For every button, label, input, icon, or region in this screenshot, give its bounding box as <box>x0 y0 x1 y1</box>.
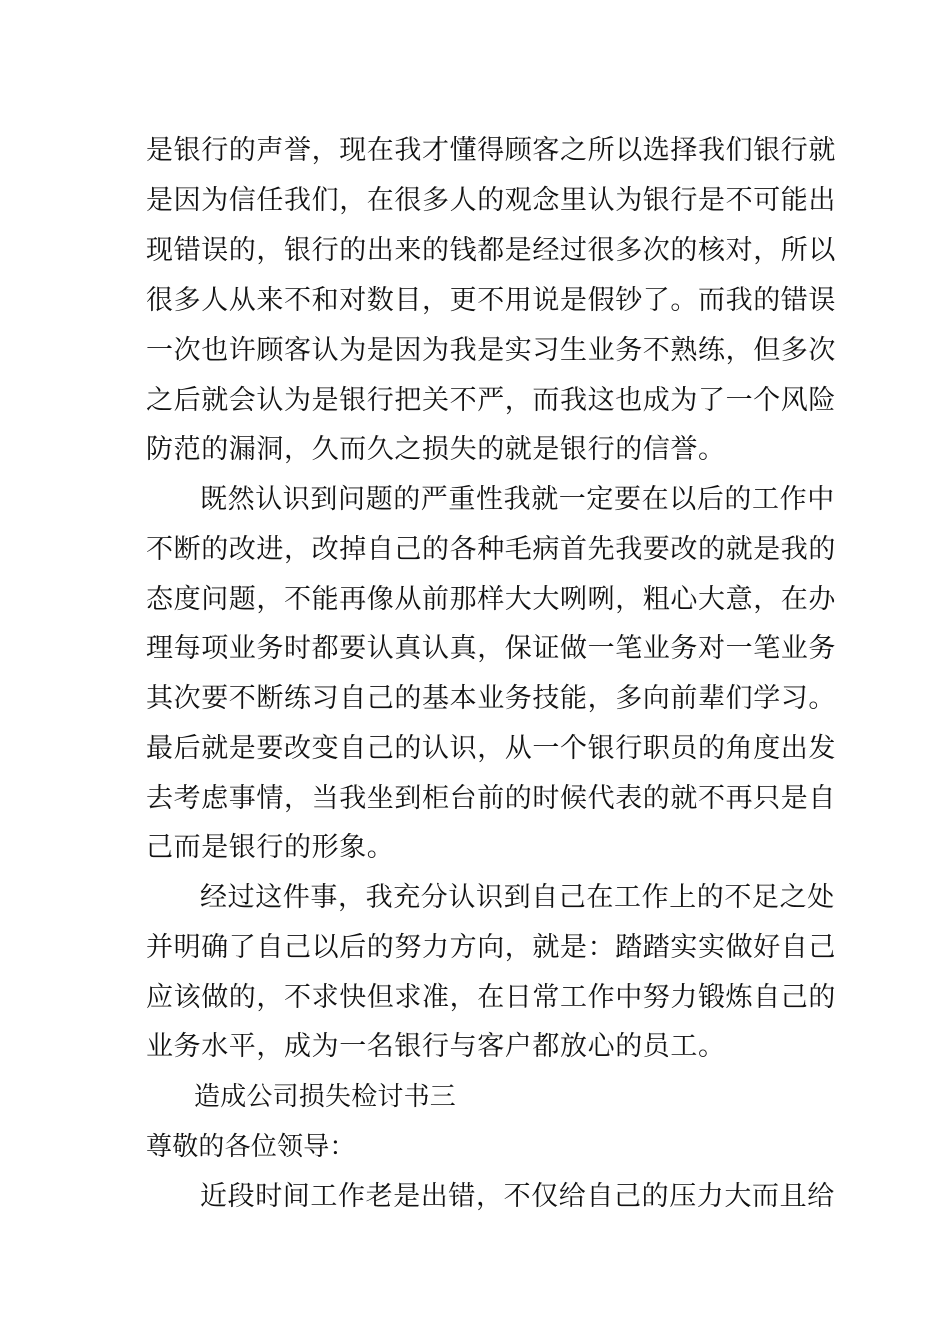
paragraph-1-line-4: 很多人从来不和对数目，更不用说是假钞了。而我的错误 <box>146 285 836 316</box>
paragraph-1-line-3: 现错误的，银行的出来的钱都是经过很多次的核对，所以 <box>146 235 836 266</box>
paragraph-4-line-1: 近段时间工作老是出错，不仅给自己的压力大而且给 <box>200 1181 835 1212</box>
paragraph-1-line-6: 之后就会认为是银行把关不严，而我这也成为了一个风险 <box>146 385 836 416</box>
paragraph-3-line-4: 业务水平，成为一名银行与客户都放心的员工。 <box>146 1031 726 1062</box>
paragraph-2-line-3: 态度问题，不能再像从前那样大大咧咧，粗心大意，在办 <box>146 584 836 615</box>
paragraph-3-line-1: 经过这件事，我充分认识到自己在工作上的不足之处 <box>200 882 835 913</box>
paragraph-2-line-5: 其次要不断练习自己的基本业务技能，多向前辈们学习。 <box>146 683 836 714</box>
paragraph-2-line-6: 最后就是要改变自己的认识，从一个银行职员的角度出发 <box>146 733 836 764</box>
paragraph-3-line-3: 应该做的，不求快但求准，在日常工作中努力锻炼自己的 <box>146 982 836 1013</box>
paragraph-1-line-1: 是银行的声誉，现在我才懂得顾客之所以选择我们银行就 <box>146 135 836 166</box>
paragraph-1-line-2: 是因为信任我们，在很多人的观念里认为银行是不可能出 <box>146 185 836 216</box>
paragraph-1-line-5: 一次也许顾客认为是因为我是实习生业务不熟练，但多次 <box>146 335 836 366</box>
paragraph-1-line-7: 防范的漏洞，久而久之损失的就是银行的信誉。 <box>146 434 726 465</box>
paragraph-2-line-2: 不断的改进，改掉自己的各种毛病首先我要改的就是我的 <box>146 534 836 565</box>
paragraph-3-line-2: 并明确了自己以后的努力方向，就是：踏踏实实做好自己 <box>146 932 836 963</box>
paragraph-2-line-7: 去考虑事情，当我坐到柜台前的时候代表的就不再只是自 <box>146 783 836 814</box>
salutation: 尊敬的各位领导： <box>146 1132 356 1162</box>
paragraph-2-line-4: 理每项业务时都要认真认真，保证做一笔业务对一笔业务 <box>146 633 836 664</box>
paragraph-2-line-1: 既然认识到问题的严重性我就一定要在以后的工作中 <box>200 484 835 515</box>
paragraph-2-line-8: 己而是银行的形象。 <box>146 832 395 863</box>
section-title: 造成公司损失检讨书三 <box>194 1082 457 1112</box>
